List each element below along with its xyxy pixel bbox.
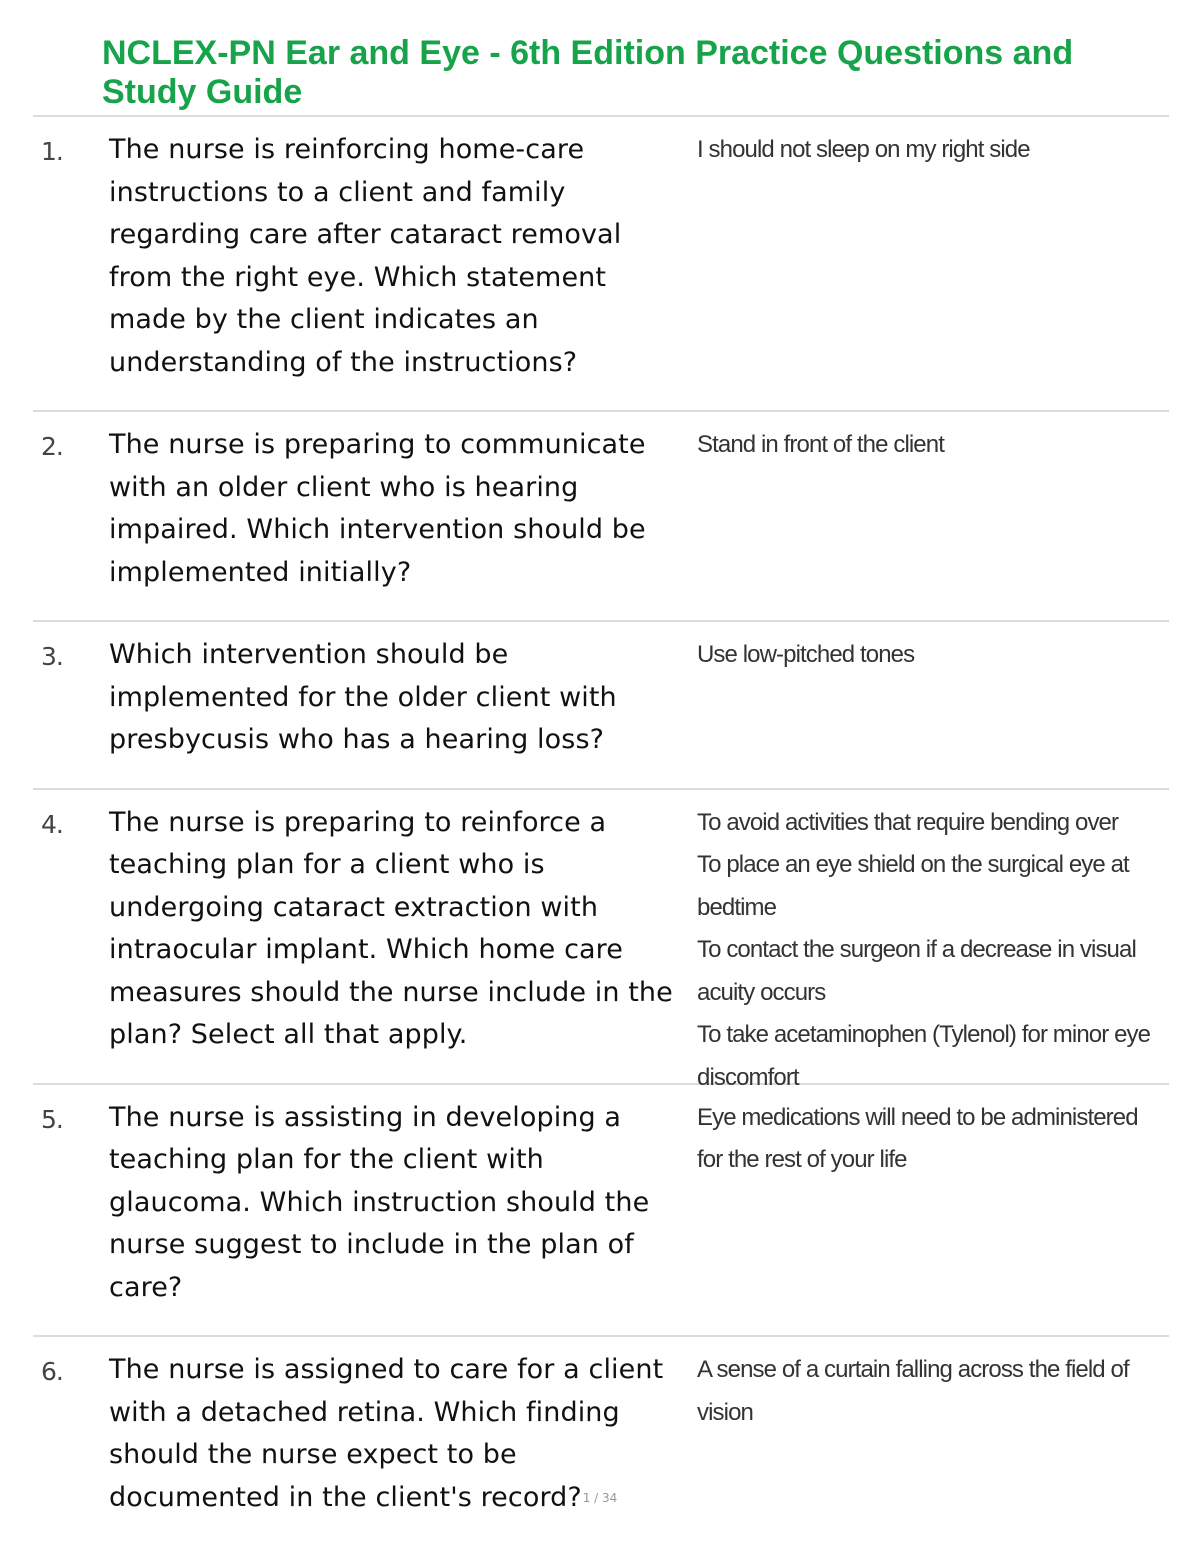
answer-option: Stand in front of the client — [697, 431, 944, 458]
answer-option: To avoid activities that require bending over — [697, 808, 1119, 836]
answer-option: Use low-pitched tones — [697, 641, 915, 668]
question-list — [33, 117, 1169, 1545]
question-number: 5. — [41, 1104, 63, 1134]
question-item — [33, 622, 1169, 790]
question-text: The nurse is preparing to reinforce a teaching plan for a client who is undergoing cataract extraction with intraocular implant. Which home care measures should the nurse include in the plan? Select all that apply. — [109, 806, 673, 1050]
question-text: The nurse is preparing to communicate with an older client who is hearing impaired. Which intervention should be implemented initially? — [109, 429, 646, 588]
question-item — [33, 117, 1169, 412]
answer-option: Eye medications will need to be administered for the rest of your life — [697, 1103, 1138, 1173]
question-number: 6. — [41, 1357, 63, 1386]
question-number: 4. — [41, 809, 63, 839]
answer-option: A sense of a curtain falling across the field of vision — [697, 1356, 1129, 1426]
question-item — [33, 1337, 1169, 1545]
answer-option: To take acetaminophen (Tylenol) for minor eye discomfort — [697, 1021, 1151, 1091]
page-indicator: 1 / 34 — [582, 1491, 618, 1505]
question-text: The nurse is assigned to care for a client with a detached retina. Which finding should the nurse expect to be documented in the client's record? — [109, 1354, 664, 1513]
question-text: The nurse is assisting in developing a teaching plan for the client with glaucoma. Which instruction should the nurse suggest to include in the plan of care? — [109, 1101, 650, 1303]
question-item — [33, 790, 1169, 1091]
answer-option: To contact the surgeon if a decrease in visual acuity occurs — [697, 936, 1136, 1006]
document-title: NCLEX-PN Ear and Eye - 6th Edition Practice Questions and Study Guide — [102, 34, 1074, 111]
answer-option: I should not sleep on my right side — [697, 136, 1030, 163]
answer-text — [697, 424, 1165, 467]
answer-text — [697, 129, 1165, 172]
question-item — [33, 412, 1169, 622]
question-number: 2. — [41, 432, 63, 461]
question-item — [33, 1085, 1169, 1338]
question-text: The nurse is reinforcing home-care instructions to a client and family regarding care after cataract removal from the right eye. Which statement made by the client indicates an understanding of the instructions? — [109, 134, 622, 378]
answer-text — [697, 634, 1165, 677]
answer-list — [697, 802, 1165, 1100]
question-text: Which intervention should be implemented for the older client with presbycusis who has a hearing loss? — [109, 639, 617, 755]
question-number: 3. — [41, 642, 63, 671]
answer-text — [697, 1349, 1165, 1434]
answer-option: To place an eye shield on the surgical eye at bedtime — [697, 851, 1129, 921]
answer-text — [697, 1097, 1165, 1182]
question-number: 1. — [41, 137, 63, 166]
